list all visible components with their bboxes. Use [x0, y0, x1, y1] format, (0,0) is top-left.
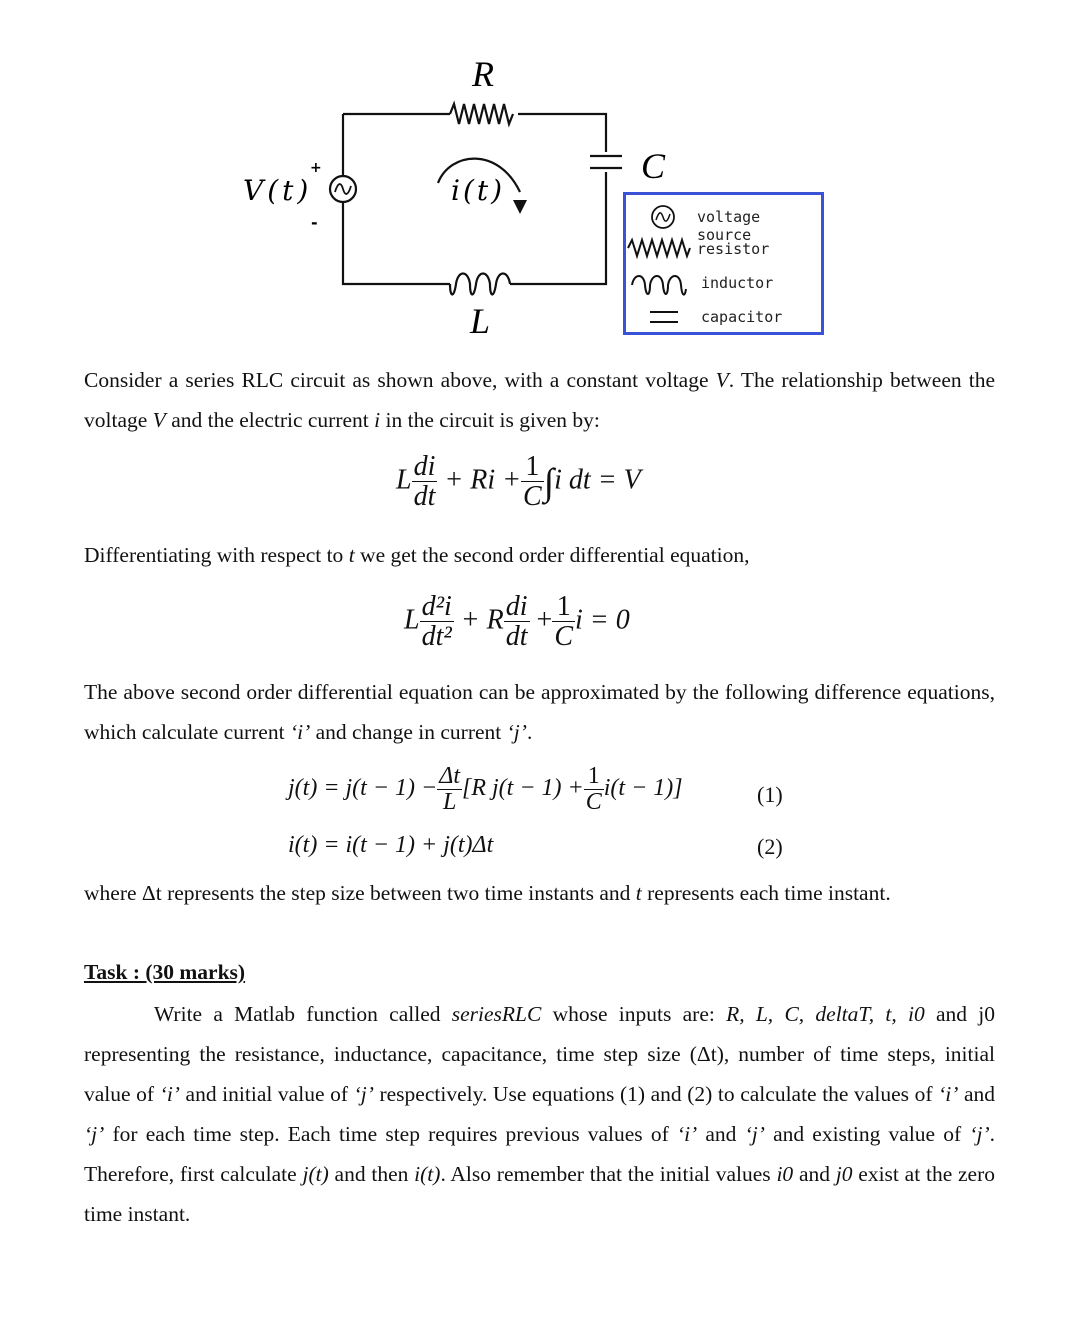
- current-label: i(t): [451, 174, 506, 207]
- difference-equation-2: i(t) = i(t − 1) + j(t)Δt: [288, 832, 494, 858]
- eq1-ri: + Ri +: [444, 464, 522, 496]
- task-title: Task : (30 marks): [84, 960, 246, 984]
- task-quote-i-1: ‘i’: [159, 1082, 180, 1106]
- intro-var-v: V: [715, 368, 729, 392]
- task-text-14: exist at the zero time instant.: [84, 1162, 996, 1226]
- eq2-plus: +: [536, 604, 553, 636]
- inductor-label: L: [470, 301, 491, 341]
- intro-text-1: Consider a series RLC circuit as shown above, with a constant voltage: [84, 368, 716, 392]
- diffeq-quote-j: ‘j’: [506, 720, 527, 744]
- task-text-4: and initial value of: [179, 1082, 354, 1106]
- capacitor-label: C: [641, 146, 666, 186]
- task-j0: j0: [835, 1162, 853, 1186]
- task-text-7: for each time step. Each time step requires previous values of: [104, 1122, 677, 1146]
- eq1-rhs: i dt = V: [554, 464, 641, 496]
- task-text-3: and j0 representing the resistance, inductance, capacitance, time step size (Δt), number of time steps, initial value of: [84, 1002, 995, 1106]
- task-function-name: seriesRLC: [451, 1002, 542, 1026]
- task-quote-i-2: ‘i’: [938, 1082, 959, 1106]
- task-it: i(t): [414, 1162, 441, 1186]
- where-text-2: represents each time instant.: [641, 881, 891, 905]
- circuit-diagram: [0, 0, 1080, 345]
- resistor-icon: [628, 240, 690, 256]
- diff-var-t: t: [348, 543, 355, 567]
- task-text-6: and: [958, 1082, 996, 1106]
- component-legend: [623, 192, 824, 335]
- equation-number-2: (2): [757, 834, 783, 859]
- legend-voltage-source: voltage source: [697, 208, 761, 244]
- voltage-source-wave: [335, 184, 351, 194]
- plus-sign: +: [310, 160, 322, 176]
- task-quote-j-2: ‘j’: [84, 1122, 105, 1146]
- task-quote-j-4: ‘j’: [969, 1122, 990, 1146]
- task-text-12: . Also remember that the initial values: [440, 1162, 777, 1186]
- task-text-9: and existing value of: [764, 1122, 970, 1146]
- task-paragraph: [84, 994, 995, 1234]
- diffeq-quote-i: ‘i’: [289, 720, 311, 744]
- task-inputs: R, L, C, deltaT, t, i0: [726, 1002, 925, 1026]
- eq3-one-over-c: $\frac{1}{C}$: [585, 763, 602, 816]
- diffeq-text-2: and change in current: [310, 720, 507, 744]
- wire-bottom-left: [343, 202, 450, 284]
- where-text-1: where Δt represents the step size between two time instants and: [84, 881, 636, 905]
- task-text-8: and: [697, 1122, 745, 1146]
- task-quote-j-3: ‘j’: [744, 1122, 765, 1146]
- task-jt: j(t): [302, 1162, 329, 1186]
- eq1-l: L: [396, 464, 412, 496]
- legend-inductor: inductor: [701, 274, 774, 292]
- second-order-equation: [404, 592, 630, 652]
- eq3-lhs: j(t) = j(t − 1) −: [288, 775, 438, 802]
- task-i0: i0: [776, 1162, 794, 1186]
- difference-paragraph: [84, 672, 995, 752]
- intro-text-2: . The relationship between the voltage: [84, 368, 995, 432]
- wire-right: [510, 172, 606, 284]
- eq1-one-over-c: $\frac{1}{C}$: [523, 451, 542, 513]
- task-quote-j-1: ‘j’: [353, 1082, 374, 1106]
- resistor-label: R: [472, 54, 494, 94]
- diffeq-text-1: The above second order differential equation can be approximated by the following difference equations, which calculate current: [84, 680, 995, 744]
- integral-equation: [396, 452, 641, 512]
- task-text-11: and then: [328, 1162, 415, 1186]
- intro-text-4: in the circuit is given by:: [380, 408, 600, 432]
- eq3-end: i(t − 1)]: [603, 775, 683, 802]
- diff-text-2: we get the second order differential equation,: [354, 543, 750, 567]
- diffeq-text-3: .: [526, 720, 533, 744]
- eq1-di-dt: $\frac{di}{dt}$: [413, 451, 436, 513]
- task-quote-i-3: ‘i’: [676, 1122, 698, 1146]
- eq2-rhs: i = 0: [575, 604, 630, 636]
- task-text-10: . Therefore, first calculate: [84, 1122, 996, 1186]
- difference-equation-1: [288, 764, 683, 815]
- intro-text-3: and the electric current: [165, 408, 375, 432]
- legend-resistor: resistor: [697, 240, 770, 258]
- resistor-zigzag: [450, 104, 513, 124]
- task-text-2: whose inputs are:: [541, 1002, 727, 1026]
- equation-number-1: (1): [757, 782, 783, 807]
- differentiate-paragraph: [84, 535, 995, 575]
- where-paragraph: [84, 873, 995, 913]
- legend-capacitor: capacitor: [701, 308, 783, 326]
- eq2-d2i-dt2: $\frac{\text{d²i}}{\text{dt²}}$: [421, 591, 452, 653]
- eq2-l: L: [404, 604, 420, 636]
- minus-sign: -: [311, 213, 318, 232]
- wire-top-right: [518, 114, 606, 152]
- eq2-r: + R: [460, 604, 504, 636]
- intro-var-v2: V: [152, 408, 166, 432]
- task-text-13: and: [793, 1162, 836, 1186]
- inductor-icon: [632, 276, 686, 295]
- intro-var-i: i: [374, 408, 381, 432]
- task-text-5: respectively. Use equations (1) and (2) to calculate the values of: [373, 1082, 939, 1106]
- eq2-one-over-c: $\frac{1}{C}$: [554, 591, 574, 653]
- task-text-1: Write a Matlab function called: [154, 1002, 452, 1026]
- intro-paragraph: [84, 360, 995, 440]
- inductor-coils: [450, 274, 510, 295]
- where-var-t: t: [635, 881, 642, 905]
- eq2-di-dt: $\frac{di}{dt}$: [505, 591, 528, 653]
- integral-sign: ∫: [543, 461, 555, 504]
- diff-text-1: Differentiating with respect to: [84, 543, 349, 567]
- voltage-label: V(t): [243, 174, 313, 207]
- eq3-mid: [R j(t − 1) +: [462, 775, 584, 802]
- current-arrow-head: [513, 200, 527, 214]
- eq3-dt-over-l: $\frac{\Delta t}{L}$: [439, 763, 460, 816]
